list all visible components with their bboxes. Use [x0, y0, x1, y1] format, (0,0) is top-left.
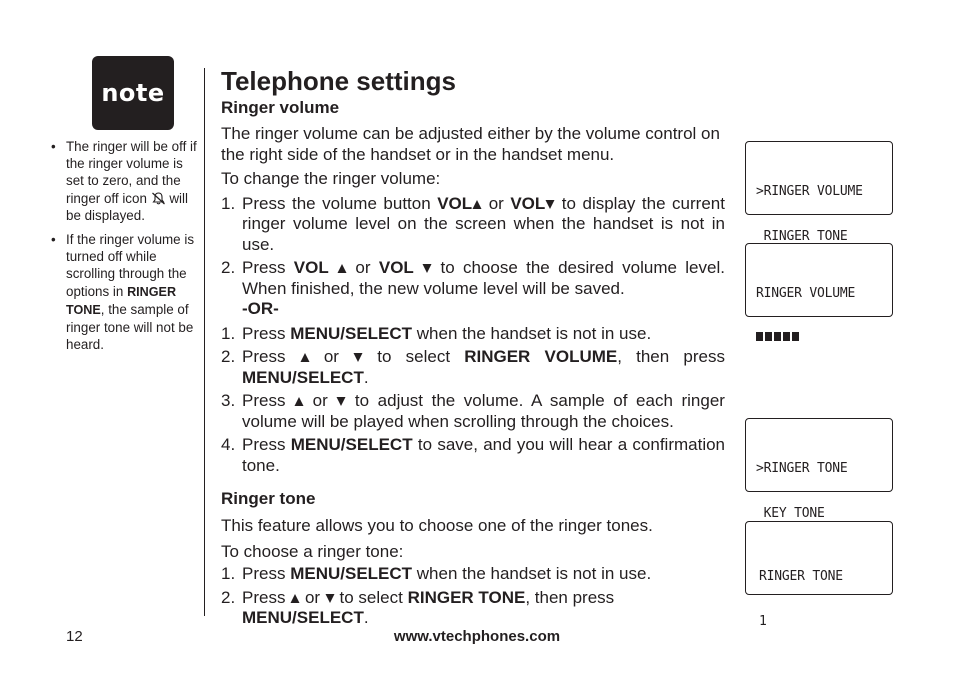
down-arrow-icon — [336, 396, 346, 407]
step-text: to select — [339, 587, 403, 607]
step-item — [221, 588, 725, 629]
step-number: 3. — [221, 391, 236, 410]
step-text: or — [355, 258, 371, 277]
step-number: 2. — [221, 587, 236, 607]
paragraph: To choose a ringer tone: — [221, 541, 404, 561]
step-bold: MENU/SELECT — [242, 608, 364, 627]
step-item — [221, 391, 725, 432]
step-bold: VOL — [510, 193, 546, 213]
note-badge: note — [92, 56, 174, 130]
step-number: 2. — [221, 258, 236, 277]
volume-bar — [783, 332, 790, 341]
step-text: , then press — [617, 347, 725, 366]
page-title: Telephone settings — [221, 66, 456, 96]
up-arrow-icon — [337, 263, 347, 274]
step-bold: MENU/SELECT — [290, 564, 413, 583]
column-divider — [204, 68, 205, 616]
step-bold: RINGER VOLUME — [464, 347, 618, 366]
volume-bar — [774, 332, 781, 341]
down-arrow-icon — [545, 199, 555, 210]
step-item — [221, 435, 725, 476]
step-text: to adjust the volume. A sample of each ringer volume will be played when scrolling through the choices. — [242, 391, 725, 431]
lcd-line: >RINGER TONE — [756, 461, 848, 476]
volume-bar — [756, 332, 763, 341]
step-text: or — [323, 347, 339, 366]
volume-level-bars — [756, 332, 892, 341]
note-text: , the sample of ringer tone will not be heard. — [66, 301, 194, 353]
step-text: Press — [242, 391, 286, 410]
volume-bar — [765, 332, 772, 341]
footer-url[interactable]: www.vtechphones.com — [393, 628, 561, 645]
step-bold: VOL — [293, 258, 329, 277]
step-text: to display the current ringer volume level on the screen when the handset is not in use. — [242, 193, 725, 254]
step-text: or — [304, 587, 321, 607]
step-bold: VOL — [378, 258, 414, 277]
lcd-screen-menu-tone — [745, 418, 893, 521]
section-heading-ringer-tone: Ringer tone — [221, 489, 316, 508]
step-text: Press — [242, 258, 286, 277]
main-content — [221, 64, 725, 629]
or-text: -OR- — [242, 299, 279, 318]
up-arrow-icon — [300, 352, 310, 363]
note-item — [50, 138, 198, 224]
step-text: when the handset is not in use. — [416, 323, 652, 343]
paragraph: The ringer volume can be adjusted either by the volume control on the right side of the handset or in the handset menu. — [221, 124, 720, 164]
step-bold: MENU/SELECT — [242, 367, 364, 387]
step-text: to choose the desired volume level. When finished, the new volume level will be saved. — [242, 258, 725, 298]
step-number: 1. — [221, 323, 236, 343]
up-arrow-icon — [472, 199, 482, 210]
note-text: If the ringer volume is turned off while scrolling through the options in — [66, 232, 195, 299]
note-item — [50, 231, 198, 353]
volume-bar — [792, 332, 799, 341]
lcd-screen-menu-volume — [745, 141, 893, 244]
step-text: . — [363, 608, 369, 627]
down-arrow-icon — [422, 263, 432, 274]
note-text: The ringer will be off if the ringer volume is set to zero, and the ringer off icon — [66, 139, 197, 206]
or-separator — [221, 299, 725, 320]
step-bold: MENU/SELECT — [290, 435, 413, 454]
paragraph: This feature allows you to choose one of the ringer tones. — [221, 516, 653, 535]
step-text: when the handset is not in use. — [416, 564, 652, 583]
lcd-line: 1 — [759, 614, 767, 629]
step-text: , then press — [525, 587, 615, 607]
step-text: Press — [242, 323, 286, 343]
step-text: or — [488, 193, 504, 213]
step-bold: RINGER TONE — [407, 587, 526, 607]
step-bold: MENU/SELECT — [290, 323, 413, 343]
down-arrow-icon — [325, 593, 335, 604]
up-arrow-icon — [294, 396, 304, 407]
step-text: Press — [242, 587, 286, 607]
step-item — [221, 324, 725, 345]
lcd-line: RINGER TONE — [756, 229, 848, 244]
step-number: 2. — [221, 347, 236, 366]
down-arrow-icon — [353, 352, 363, 363]
step-text: Press — [242, 435, 286, 454]
paragraph: To change the ringer volume: — [221, 169, 441, 188]
note-list — [50, 138, 198, 360]
step-text: or — [312, 391, 328, 410]
step-item — [221, 258, 725, 299]
up-arrow-icon — [290, 593, 300, 604]
note-text: will be displayed. — [66, 190, 188, 223]
section-heading-ringer-volume: Ringer volume — [221, 98, 340, 117]
step-item — [221, 194, 725, 256]
page-number: 12 — [66, 628, 83, 645]
lcd-screen-volume-level — [745, 243, 893, 317]
step-text: Press the volume button — [242, 193, 431, 213]
lcd-line: RINGER TONE — [759, 569, 843, 584]
step-text: to select — [377, 347, 451, 366]
step-text: . — [363, 367, 369, 387]
step-bold: VOL — [437, 193, 473, 213]
step-item — [221, 347, 725, 388]
lcd-screen-ringer-tone — [745, 521, 893, 629]
note-bold: RINGER TONE — [66, 284, 177, 317]
step-number: 4. — [221, 435, 236, 454]
step-number: 1. — [221, 564, 236, 583]
step-text: Press — [242, 564, 286, 583]
step-text: Press — [242, 347, 286, 366]
lcd-line: >RINGER VOLUME — [756, 184, 863, 199]
lcd-line: KEY TONE — [756, 506, 825, 521]
ringer-off-bell-icon — [151, 192, 166, 205]
step-item — [221, 564, 725, 585]
step-text: to save, and you will hear a confirmation tone. — [242, 435, 726, 475]
step-number: 1. — [221, 193, 236, 213]
lcd-line: RINGER VOLUME — [756, 286, 856, 301]
